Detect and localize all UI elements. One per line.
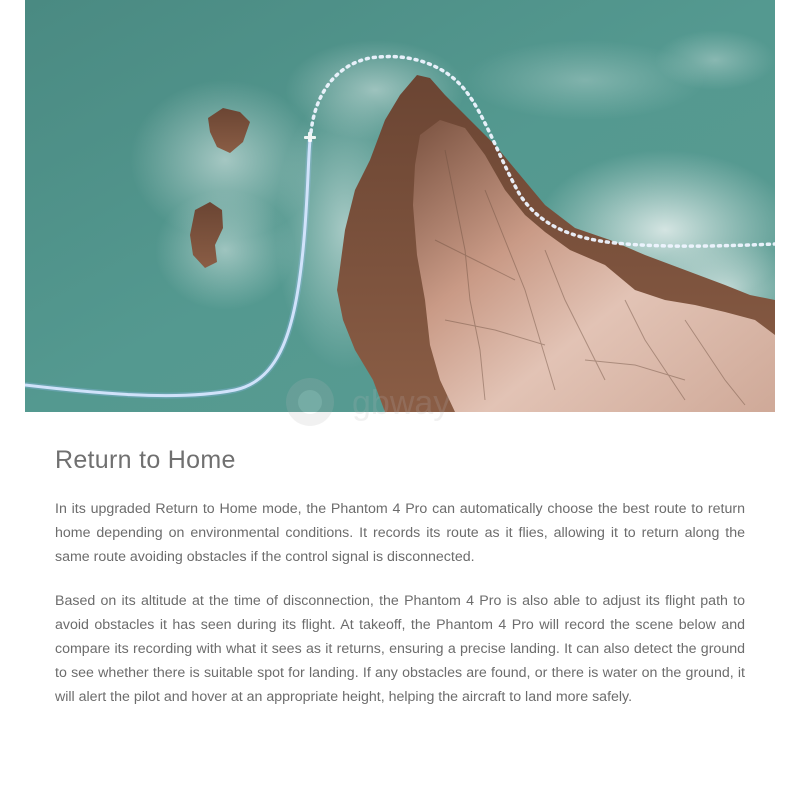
hero-image [25, 0, 775, 412]
paragraph-details: Based on its altitude at the time of disconnection, the Phantom 4 Pro is also able to adjust its flight path to avoid obstacles it has seen during its flight. At takeoff, the Phantom 4 Pro will record the scene below and compare its recording with what it sees as it returns, ensuring a precise landing. It can also detect the ground to see whether there is suitable spot for landing. If any obstacles are found, or there is water on the ground, it will alert the pilot and hover at an appropriate height, helping the aircraft to land more safely. [55, 593, 745, 705]
coastline-photo [25, 0, 775, 412]
paragraph-intro: In its upgraded Return to Home mode, the Phantom 4 Pro can automatically choose the best route to return home depending on environmental conditions. It records its route as it flies, allowing it to return along the same route avoiding obstacles if the control signal is disconnected. [55, 501, 745, 565]
content-section [55, 440, 745, 709]
section-title: Return to Home [55, 446, 236, 474]
